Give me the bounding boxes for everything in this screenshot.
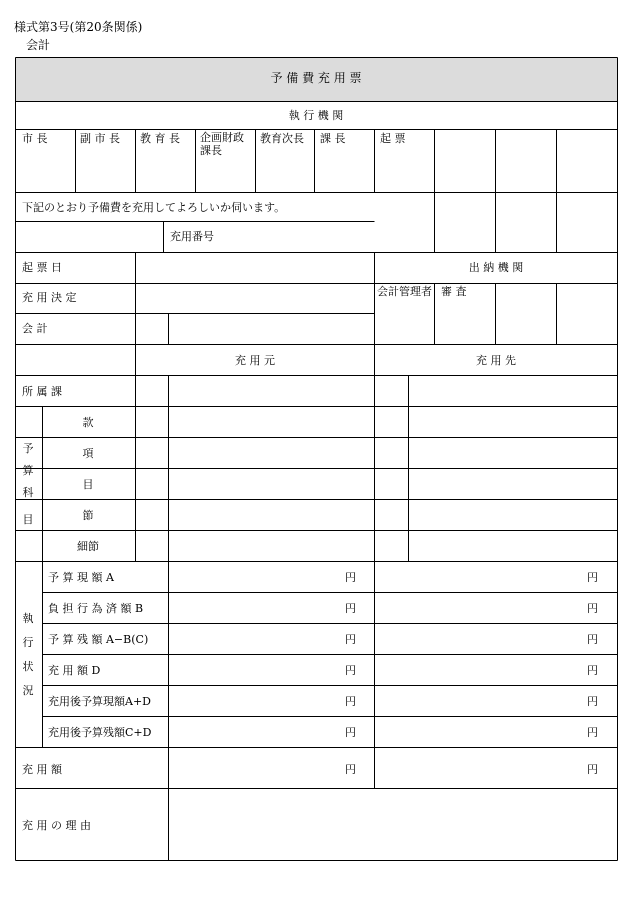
status-char-4: 況 (22, 684, 34, 697)
item-kan: 款 (82, 416, 94, 429)
form-number: 様式第3号(第20条関係) (14, 20, 143, 34)
planning-finance-label-2: 課長 (200, 144, 222, 157)
planning-finance-label: 企画財政 (200, 131, 244, 144)
source-header: 充 用 元 (235, 354, 275, 367)
budget-char-3: 科 (22, 486, 34, 499)
yen-left-1: 円 (345, 571, 356, 584)
budget-char-1: 予 (22, 442, 34, 455)
item-setsu: 節 (82, 509, 94, 522)
status-item-6: 充用後予算残額C+D (48, 726, 152, 739)
status-item-1: 予 算 現 額 A (48, 571, 114, 584)
yen-right-1: 円 (587, 571, 598, 584)
form-title: 予 備 費 充 用 票 (270, 71, 362, 85)
item-moku: 目 (82, 478, 94, 491)
yen-left-7: 円 (345, 763, 356, 776)
yen-right-4: 円 (587, 664, 598, 677)
department-row-label: 所 属 課 (22, 385, 62, 398)
superintendent-label: 教 育 長 (140, 132, 180, 145)
yen-right-7: 円 (587, 763, 598, 776)
yen-left-2: 円 (345, 602, 356, 615)
reason-label: 充 用 の 理 由 (22, 819, 91, 832)
transfer-amount-label: 充 用 額 (22, 763, 62, 776)
yen-right-5: 円 (587, 695, 598, 708)
status-item-5: 充用後予算現額A+D (48, 695, 151, 708)
accounting-row-label: 会 計 (22, 322, 48, 335)
budget-char-4: 目 (22, 513, 34, 526)
transfer-number-label: 充用番号 (170, 230, 214, 243)
yen-right-2: 円 (587, 602, 598, 615)
yen-right-6: 円 (587, 726, 598, 739)
yen-left-6: 円 (345, 726, 356, 739)
execution-header: 執 行 機 関 (288, 109, 344, 122)
destination-header: 充 用 先 (476, 354, 516, 367)
yen-right-3: 円 (587, 633, 598, 646)
status-char-1: 執 (22, 612, 34, 625)
mayor-label: 市 長 (22, 132, 48, 145)
item-saisetsu: 細節 (77, 540, 99, 553)
section-chief-label: 課 長 (320, 132, 346, 145)
review-label: 審 査 (441, 285, 467, 298)
status-char-3: 状 (22, 660, 34, 673)
vice-mayor-label: 副 市 長 (80, 132, 120, 145)
status-item-3: 予 算 残 額 A−B(C) (48, 633, 149, 646)
item-kou: 項 (82, 447, 94, 460)
accounting-manager-label: 会計管理者 (377, 285, 432, 298)
status-char-2: 行 (22, 636, 34, 649)
disbursement-header: 出 納 機 関 (468, 261, 524, 274)
request-text: 下記のとおり予備費を充用してよろしいか伺います。 (22, 201, 286, 214)
draft-date-label: 起 票 日 (22, 261, 62, 274)
deputy-superintendent-label: 教育次長 (260, 132, 304, 145)
status-item-2: 負 担 行 為 済 額 B (48, 602, 144, 615)
yen-left-5: 円 (345, 695, 356, 708)
decision-label: 充 用 決 定 (22, 291, 77, 304)
yen-left-4: 円 (345, 664, 356, 677)
status-item-4: 充 用 額 D (48, 664, 101, 677)
yen-left-3: 円 (345, 633, 356, 646)
drafter-label: 起 票 (380, 132, 406, 145)
budget-char-2: 算 (22, 464, 34, 477)
department-label: 会計 (26, 38, 51, 52)
